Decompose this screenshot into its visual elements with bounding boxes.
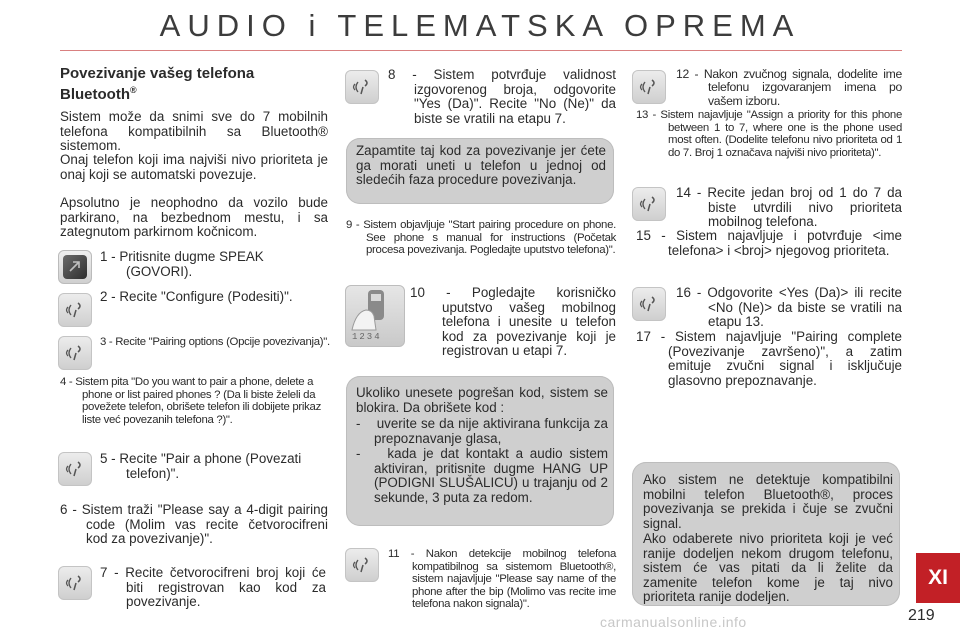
step-9: 9 - Sistem objavljuje "Start pairing procedure on phone. See phone s manual for instructions (Početak procesa povezivanja. Pogledajte uputstvo telefona)".	[346, 219, 616, 257]
step-6: 6 - Sistem traži "Please say a 4-digit pairing code (Molim vas recite četvorocifreni kod za povezivanje)".	[60, 502, 328, 547]
step-15: 15 - Sistem najavljuje i potvrđuje <ime telefona> i <broj> njegovog prioriteta.	[636, 228, 902, 258]
chapter-tab: XI	[916, 553, 960, 603]
note-wrong-code-bullet-1: - uverite se da nije aktivirana funkcija za prepoznavanje glasa,	[356, 416, 608, 446]
note-wrong-code	[346, 376, 614, 526]
step-11: 11 - Nakon detekcije mobilnog telefona kompatibilnog sa sistemom Bluetooth®, sistem najavljuje "Please say name of the phone after the bip (Molimo vas recite ime telefona nakon signala)".	[388, 548, 616, 611]
note-wrong-code-intro: Ukoliko unesete pogrešan kod, sistem se blokira. Da obrišete kod :	[356, 385, 608, 415]
step-7: 7 - Recite četvorocifreni broj koji će biti registrovan kao kod za povezivanje.	[100, 565, 326, 610]
note-no-device-p1: Ako sistem ne detektuje kompatibilni mobilni telefon Bluetooth®, proces povezivanja se prekida i čuje se zvučni signal.	[643, 472, 893, 531]
section-heading: Povezivanje vašeg telefona Bluetooth®	[60, 65, 255, 103]
note-wrong-code-bullet-2: - kada je dat kontakt a audio sistem aktiviran, pritisnite dugme HANG UP (PODIGNI SLUŠALICU) u trajanju od 2 sekunde, 3 puta za redom.	[356, 446, 609, 505]
note-no-device-p2: Ako odaberete nivo prioriteta koji je već ranije dodeljen nekom drugom telefonu, sistem će vas pitati da li želite da zamenite telefon kome je taj nivo prioriteta ranije dodeljen.	[643, 531, 893, 605]
voice-command-icon	[632, 70, 666, 104]
intro-paragraph-1: Sistem može da snimi sve do 7 mobilnih telefona kompatibilnih sa Bluetooth® sistemom.	[60, 109, 328, 154]
step-4: 4 - Sistem pita "Do you want to pair a phone, delete a phone or list paired phones ? (Da li biste želeli da povežete telefon, obrišete telefon ili dobijete prikaz liste već povezanih telefona ?)".	[60, 376, 321, 426]
step-2: 2 - Recite "Configure (Podesiti)".	[100, 289, 293, 304]
step-14: 14 - Recite jedan broj od 1 do 7 da biste utvrdili nivo prioriteta mobilnog telefona.	[676, 185, 902, 230]
intro-paragraph-2: Onaj telefon koji ima najviši nivo prioriteta je onaj koji se automatski povezuje.	[60, 152, 328, 182]
step-16: 16 - Odgovorite <Yes (Da)> ili recite <No (Ne)> da biste se vratili na etapu 13.	[676, 285, 902, 330]
intro-paragraph-3: Apsolutno je neophodno da vozilo bude parkirano, na bezbednom mestu, i sa zategnutom parkirnom kočnicom.	[60, 195, 328, 240]
page-title: AUDIO i TELEMATSKA OPREMA	[159, 8, 801, 43]
voice-command-icon	[632, 187, 666, 221]
phone-digits: 1234	[352, 332, 382, 342]
voice-command-icon	[345, 70, 379, 104]
phone-keypad-icon	[345, 285, 405, 347]
note-remember-code	[346, 138, 614, 204]
voice-command-icon	[632, 287, 666, 321]
step-12: 12 - Nakon zvučnog signala, dodelite ime telefonu izgovaranjem imena po vašem izboru.	[676, 67, 902, 108]
step-17: 17 - Sistem najavljuje "Pairing complete (Povezivanje završeno)", a zatim emituje zvučni signal i isključuje glasovno prepoznavanje.	[636, 329, 902, 388]
voice-command-icon	[58, 566, 92, 600]
note-remember-code-text: Zapamtite taj kod za povezivanje jer ćete ga morati uneti u telefon u jednoj od sledećih faza procedure povezivanja.	[356, 143, 606, 188]
title-divider	[60, 50, 902, 51]
voice-command-icon	[58, 293, 92, 327]
step-8: 8 - Sistem potvrđuje validnost izgovorenog broja, odgovorite "Yes (Da)". Recite "No (Ne)" da biste se vratili na etapu 7.	[388, 67, 616, 126]
step-5: 5 - Recite "Pair a phone (Povezati telefon)".	[100, 451, 302, 481]
note-no-device	[632, 462, 900, 606]
voice-command-icon	[58, 452, 92, 486]
voice-command-icon	[345, 548, 379, 582]
page-number: 219	[908, 607, 935, 624]
watermark: carmanualsonline.info	[600, 614, 747, 630]
step-13: 13 - Sistem najavljuje "Assign a priority for this phone between 1 to 7, where one is the phone used most often. (Dodelite telefonu nivo prioriteta od 1 do 7. Broj 1 označava najviši nivo prioriteta)".	[636, 109, 902, 159]
voice-command-icon	[58, 336, 92, 370]
step-10: 10 - Pogledajte korisničko uputstvo vašeg mobilnog telefona i unesite u telefon kod za povezivanje koji je registrovan u etapi 7.	[410, 285, 616, 359]
step-1: 1 - Pritisnite dugme SPEAK (GOVORI).	[100, 249, 264, 279]
step-3: 3 - Recite "Pairing options (Opcije povezivanja)".	[100, 336, 330, 348]
speak-button-icon	[58, 250, 92, 284]
